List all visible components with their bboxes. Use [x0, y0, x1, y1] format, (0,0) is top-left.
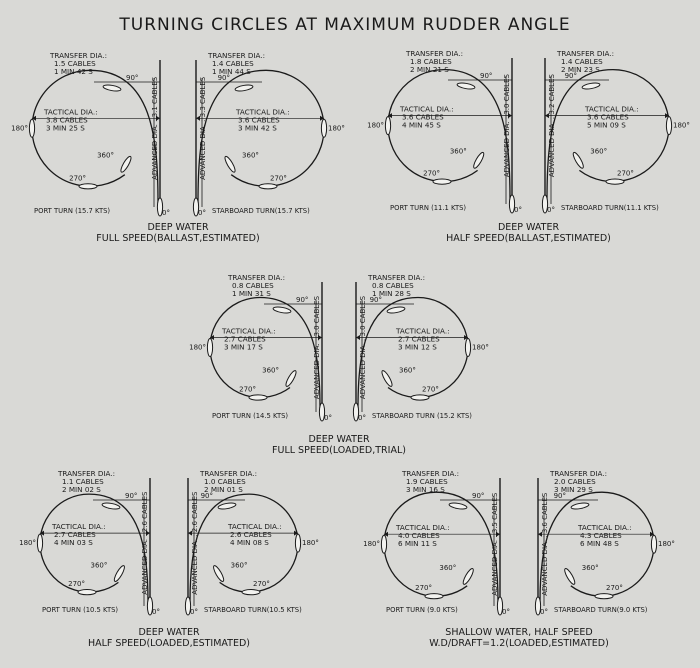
port-tactical-label: TACTICAL DIA.:	[52, 522, 106, 532]
port-heading-270: 270°	[69, 174, 86, 183]
stbd-heading-360: 360°	[399, 366, 416, 375]
stbd-transfer-time: 2 MIN 23 S	[561, 65, 600, 74]
stbd-heading-0: 0°	[547, 206, 555, 214]
port-transfer-label: TRANSFER DIA.:	[50, 51, 108, 60]
port-heading-360: 360°	[449, 147, 467, 156]
stbd-transfer-cables: 2.0 CABLES	[554, 477, 596, 486]
panel-caption-line2: W.D/DRAFT=1.2(LOADED,ESTIMATED)	[429, 638, 609, 649]
stbd-heading-0: 0°	[540, 608, 548, 616]
ship-stbd-180	[651, 535, 656, 553]
stbd-heading-90: 90°	[369, 296, 382, 304]
stbd-heading-270: 270°	[422, 385, 439, 394]
stbd-tactical-cables: 3.6 CABLES	[587, 112, 629, 122]
port-advanced-label: ADVANCED DIA. : 3.1 CABLES	[151, 76, 159, 180]
port-turn-label: PORT TURN (11.1 KTS)	[390, 204, 467, 212]
stbd-heading-90: 90°	[553, 492, 566, 500]
port-tactical-time: 4 MIN 45 S	[402, 120, 441, 130]
port-tactical-label: TACTICAL DIA.:	[222, 326, 276, 336]
port-transfer-label: TRANSFER DIA.:	[228, 273, 286, 282]
port-advanced-label: ADVANCED DIA. : 3.0 CABLES	[313, 295, 321, 400]
port-turn-label: PORT TURN (15.7 KTS)	[34, 207, 111, 215]
stbd-turn-label: STARBOARD TURN(10.5 KTS)	[204, 606, 302, 614]
port-transfer-cables: 1.1 CABLES	[62, 477, 104, 486]
stbd-heading-180: 180°	[673, 121, 690, 130]
port-heading-90: 90°	[472, 492, 485, 500]
stbd-tactical-time: 3 MIN 12 S	[398, 342, 437, 352]
port-tactical-label: TACTICAL DIA.:	[396, 523, 450, 533]
port-transfer-time: 1 MIN 42 S	[54, 67, 93, 76]
stbd-heading-360: 360°	[230, 561, 248, 570]
stbd-tactical-time: 5 MIN 09 S	[587, 120, 626, 130]
ship-stbd-270	[259, 184, 277, 189]
stbd-tactical-cables: 2.6 CABLES	[230, 530, 272, 540]
panel-caption-line2: FULL SPEED(BALLAST,ESTIMATED)	[96, 233, 260, 244]
port-heading-180: 180°	[189, 343, 206, 352]
port-transfer-time: 1 MIN 31 S	[232, 289, 271, 298]
port-heading-0: 0°	[152, 608, 160, 616]
stbd-transfer-cables: 1.0 CABLES	[204, 477, 246, 486]
port-transfer-label: TRANSFER DIA.:	[406, 49, 464, 58]
ship-stbd-270	[411, 395, 429, 400]
port-tactical-time: 3 MIN 25 S	[46, 123, 85, 133]
ship-port-270	[249, 395, 267, 400]
port-transfer-time: 2 MIN 21 S	[410, 65, 449, 74]
ship-stbd-180	[295, 534, 300, 552]
stbd-transfer-cables: 1.4 CABLES	[561, 57, 603, 66]
sheet-title: TURNING CIRCLES AT MAXIMUM RUDDER ANGLE	[119, 15, 571, 35]
stbd-turn-label: STARBOARD TURN (15.2 KTS)	[372, 412, 472, 420]
port-transfer-time: 3 MIN 16 S	[406, 485, 445, 494]
panel-caption-line1: DEEP WATER	[308, 434, 370, 445]
panel-caption-line1: DEEP WATER	[147, 222, 209, 233]
port-tactical-cables: 3.8 CABLES	[46, 115, 88, 125]
ship-stbd-270	[242, 590, 260, 595]
stbd-transfer-time: 3 MIN 29 S	[554, 485, 593, 494]
stbd-heading-0: 0°	[198, 209, 206, 217]
stbd-tactical-label: TACTICAL DIA.:	[396, 326, 450, 336]
stbd-transfer-cables: 1.4 CABLES	[212, 59, 254, 68]
stbd-turn-label: STARBOARD TURN(9.0 KTS)	[554, 606, 648, 614]
stbd-heading-270: 270°	[617, 169, 634, 178]
ship-port-180	[207, 339, 212, 357]
port-turn-label: PORT TURN (14.5 KTS)	[212, 412, 289, 420]
stbd-heading-180: 180°	[658, 540, 675, 549]
stbd-transfer-time: 1 MIN 28 S	[372, 289, 411, 298]
stbd-transfer-label: TRANSFER DIA.:	[368, 273, 426, 282]
port-transfer-cables: 1.8 CABLES	[410, 57, 452, 66]
port-tactical-cables: 4.0 CABLES	[398, 531, 440, 541]
port-heading-180: 180°	[367, 121, 384, 130]
ship-port-270	[433, 179, 451, 184]
stbd-advanced-label: ADVANCED DIA. : 2.6 CABLES	[191, 491, 199, 595]
stbd-transfer-label: TRANSFER DIA.:	[550, 469, 608, 478]
port-tactical-cables: 3.6 CABLES	[402, 112, 444, 122]
panel-caption-line2: HALF SPEED(LOADED,ESTIMATED)	[87, 638, 251, 649]
stbd-tactical-time: 6 MIN 48 S	[580, 539, 619, 549]
port-heading-90: 90°	[126, 74, 139, 82]
stbd-tactical-time: 4 MIN 08 S	[230, 538, 269, 548]
stbd-transfer-label: TRANSFER DIA.:	[200, 469, 258, 478]
stbd-heading-0: 0°	[190, 608, 198, 616]
panel-caption-line1: DEEP WATER	[138, 627, 200, 638]
stbd-heading-90: 90°	[564, 72, 577, 80]
stbd-transfer-time: 2 MIN 01 S	[204, 485, 243, 494]
port-transfer-cables: 0.8 CABLES	[232, 281, 274, 290]
ship-stbd-180	[321, 119, 326, 137]
stbd-heading-180: 180°	[472, 343, 489, 352]
ship-port-270	[78, 590, 96, 595]
port-heading-0: 0°	[502, 608, 510, 616]
port-heading-270: 270°	[415, 584, 432, 593]
stbd-advanced-label: ADVANCED DIA. : 3.0 CABLES	[359, 295, 367, 400]
stbd-transfer-time: 1 MIN 44 S	[212, 67, 251, 76]
port-heading-180: 180°	[11, 124, 28, 133]
port-heading-360: 360°	[97, 151, 114, 160]
stbd-heading-0: 0°	[358, 414, 366, 422]
port-turn-label: PORT TURN (10.5 KTS)	[42, 606, 119, 614]
stbd-heading-90: 90°	[200, 492, 213, 500]
stbd-heading-180: 180°	[328, 124, 345, 133]
port-advanced-label: ADVANCED DIA. : 3.0 CABLES	[503, 74, 511, 178]
port-tactical-time: 3 MIN 17 S	[224, 342, 263, 352]
ship-stbd-180	[666, 117, 671, 135]
port-tactical-label: TACTICAL DIA.:	[400, 104, 454, 114]
port-transfer-label: TRANSFER DIA.:	[402, 469, 460, 478]
ship-stbd-270	[595, 594, 613, 599]
stbd-transfer-cables: 0.8 CABLES	[372, 281, 414, 290]
stbd-advanced-label: ADVANCED DIA. : 3.6 CABLES	[541, 492, 549, 596]
stbd-tactical-cables: 4.3 CABLES	[580, 531, 622, 541]
stbd-heading-360: 360°	[242, 151, 259, 160]
stbd-heading-90: 90°	[217, 74, 230, 82]
port-heading-180: 180°	[363, 540, 380, 549]
port-heading-180: 180°	[19, 539, 36, 548]
stbd-heading-180: 180°	[302, 539, 319, 548]
stbd-tactical-cables: 2.7 CABLES	[398, 334, 440, 344]
port-heading-0: 0°	[162, 209, 170, 217]
ship-stbd-180	[465, 339, 470, 357]
ship-port-180	[381, 535, 386, 553]
port-turn-label: PORT TURN (9.0 KTS)	[386, 606, 458, 614]
port-heading-0: 0°	[324, 414, 332, 422]
port-transfer-cables: 1.5 CABLES	[54, 59, 96, 68]
port-heading-360: 360°	[90, 561, 108, 570]
port-heading-90: 90°	[296, 296, 309, 304]
stbd-heading-360: 360°	[581, 564, 599, 573]
port-heading-90: 90°	[480, 72, 493, 80]
stbd-heading-270: 270°	[606, 584, 623, 593]
stbd-turn-label: STARBOARD TURN(11.1 KTS)	[561, 204, 659, 212]
stbd-transfer-label: TRANSFER DIA.:	[557, 49, 615, 58]
ship-port-180	[385, 117, 390, 135]
stbd-tactical-time: 3 MIN 42 S	[238, 123, 277, 133]
stbd-heading-270: 270°	[270, 174, 287, 183]
ship-port-180	[37, 534, 42, 552]
ship-stbd-270	[606, 179, 624, 184]
port-transfer-cables: 1.9 CABLES	[406, 477, 448, 486]
stbd-tactical-label: TACTICAL DIA.:	[228, 522, 282, 532]
ship-port-270	[425, 594, 443, 599]
stbd-transfer-label: TRANSFER DIA.:	[208, 51, 266, 60]
port-heading-270: 270°	[423, 169, 440, 178]
port-heading-270: 270°	[239, 385, 256, 394]
port-tactical-cables: 2.7 CABLES	[54, 530, 96, 540]
stbd-advanced-label: ADVANCED DIA. : 3.2 CABLES	[548, 74, 556, 178]
port-transfer-time: 2 MIN 02 S	[62, 485, 101, 494]
port-heading-360: 360°	[439, 564, 457, 573]
stbd-heading-360: 360°	[590, 147, 608, 156]
port-heading-270: 270°	[68, 580, 85, 589]
port-heading-90: 90°	[125, 492, 138, 500]
stbd-tactical-label: TACTICAL DIA.:	[236, 107, 290, 117]
port-tactical-label: TACTICAL DIA.:	[44, 107, 98, 117]
stbd-turn-label: STARBOARD TURN(15.7 KTS)	[212, 207, 310, 215]
port-heading-0: 0°	[514, 206, 522, 214]
stbd-tactical-label: TACTICAL DIA.:	[585, 104, 639, 114]
panel-caption-line2: FULL SPEED(LOADED,TRIAL)	[272, 445, 406, 456]
port-tactical-time: 6 MIN 11 S	[398, 539, 437, 549]
port-advanced-label: ADVANCED DIA. : 3.5 CABLES	[491, 492, 499, 596]
stbd-heading-270: 270°	[253, 580, 270, 589]
panel-caption-line1: SHALLOW WATER, HALF SPEED	[445, 627, 593, 638]
port-transfer-label: TRANSFER DIA.:	[58, 469, 116, 478]
port-tactical-cables: 2.7 CABLES	[224, 334, 266, 344]
ship-port-180	[29, 119, 34, 137]
port-tactical-time: 4 MIN 03 S	[54, 538, 93, 548]
port-heading-360: 360°	[262, 366, 279, 375]
panel-caption-line2: HALF SPEED(BALLAST,ESTIMATED)	[446, 233, 611, 244]
stbd-tactical-label: TACTICAL DIA.:	[578, 523, 632, 533]
port-advanced-label: ADVANCED DIA. : 2.6 CABLES	[141, 491, 149, 595]
stbd-tactical-cables: 3.6 CABLES	[238, 115, 280, 125]
stbd-advanced-label: ADVANCED DIA. : 3.3 CABLES	[199, 76, 207, 180]
ship-port-270	[79, 184, 97, 189]
panel-caption-line1: DEEP WATER	[497, 222, 560, 233]
